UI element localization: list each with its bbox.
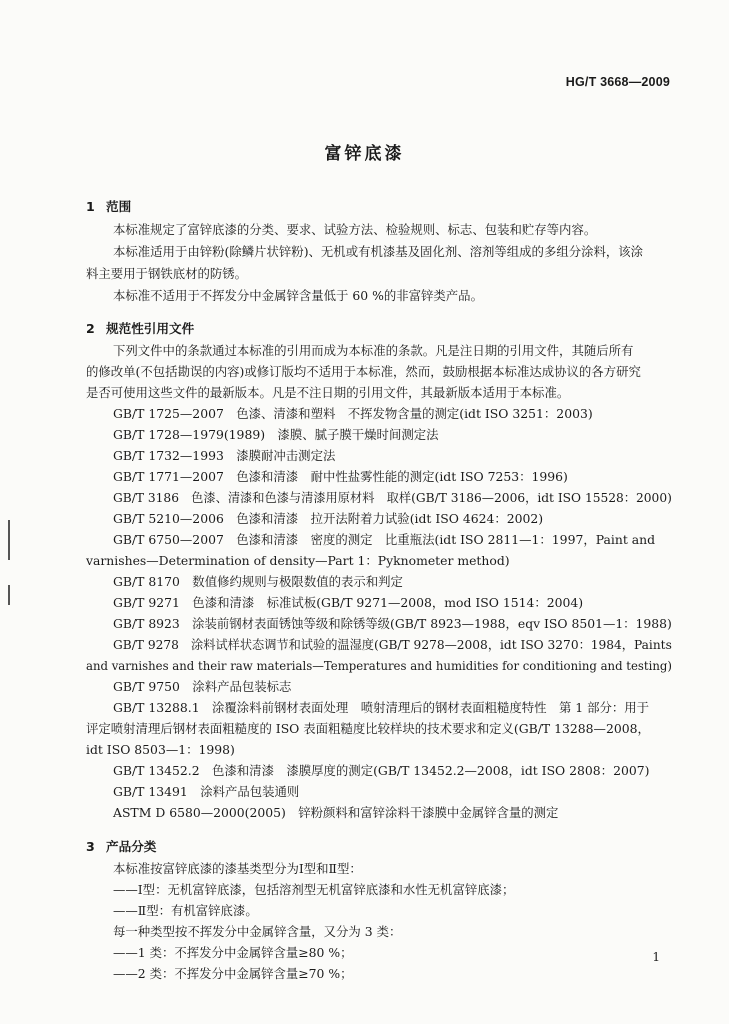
section-number: 2 — [86, 321, 95, 336]
reference-item: GB/T 8170 数值修约规则与极限数值的表示和判定 — [113, 574, 403, 589]
section-heading-normative-references — [86, 318, 194, 337]
list-item: ——2 类：不挥发分中金属锌含量≥70 %； — [113, 966, 353, 981]
list-item: ——Ⅰ型：无机富锌底漆，包括溶剂型无机富锌底漆和水性无机富锌底漆； — [113, 882, 515, 897]
page-title: 富锌底漆 — [324, 144, 405, 164]
scan-edge-mark — [8, 585, 10, 605]
paragraph-line: 本标准规定了富锌底漆的分类、要求、试验方法、检验规则、标志、包装和贮存等内容。 — [113, 222, 597, 237]
paragraph-line: 本标准适用于由锌粉(除鳞片状锌粉)、无机或有机漆基及固化剂、溶剂等组成的多组分涂料，该涂 — [113, 244, 644, 259]
list-item: ——1 类：不挥发分中金属锌含量≥80 %； — [113, 945, 353, 960]
section-title: 规范性引用文件 — [106, 321, 195, 336]
section-number: 3 — [86, 839, 95, 854]
reference-item: GB/T 3186 色漆、清漆和色漆与清漆用原材料 取样(GB/T 3186—2006，idt ISO 15528：2000) — [113, 490, 672, 505]
paragraph-line: 的修改单(不包括勘误的内容)或修订版均不适用于本标准，然而，鼓励根据本标准达成协议的各方研究 — [86, 364, 641, 379]
reference-item: GB/T 13452.2 色漆和清漆 漆膜厚度的测定(GB/T 13452.2—2008，idt ISO 2808：2007) — [113, 763, 650, 778]
list-item: ——Ⅱ型：有机富锌底漆。 — [113, 903, 258, 918]
reference-item: GB/T 9278 涂料试样状态调节和试验的温湿度(GB/T 9278—2008，idt ISO 3270：1984，Paints — [113, 637, 672, 652]
page-number: 1 — [652, 950, 660, 964]
reference-item: ASTM D 6580—2000(2005) 锌粉颜料和富锌涂料干漆膜中金属锌含量的测定 — [113, 805, 559, 820]
section-heading-scope — [86, 196, 131, 215]
section-heading-classification — [86, 836, 156, 855]
section-title: 范围 — [106, 199, 132, 214]
reference-item: GB/T 5210—2006 色漆和清漆 拉开法附着力试验(idt ISO 4624：2002) — [113, 511, 544, 526]
scan-edge-mark — [8, 520, 10, 560]
section-title: 产品分类 — [106, 839, 157, 854]
paragraph-line: 下列文件中的条款通过本标准的引用而成为本标准的条款。凡是注日期的引用文件，其随后所有 — [113, 343, 634, 358]
reference-item-continuation: 评定喷射清理后钢材表面粗糙度的 ISO 表面粗糙度比较样块的技术要求和定义(GB/T 13288—2008， — [86, 721, 650, 736]
reference-item: GB/T 1732—1993 漆膜耐冲击测定法 — [113, 448, 336, 463]
reference-item: GB/T 13491 涂料产品包装通则 — [113, 784, 300, 799]
reference-item: GB/T 1725—2007 色漆、清漆和塑料 不挥发物含量的测定(idt ISO 3251：2003) — [113, 406, 593, 421]
section-number: 1 — [86, 199, 95, 214]
paragraph-line: 本标准不适用于不挥发分中金属锌含量低于 60 %的非富锌类产品。 — [113, 288, 483, 303]
paragraph-line: 是否可使用这些文件的最新版本。凡是不注日期的引用文件，其最新版本适用于本标准。 — [86, 385, 570, 400]
reference-item: GB/T 6750—2007 色漆和清漆 密度的测定 比重瓶法(idt ISO 2811—1：1997，Paint and — [113, 532, 656, 547]
paragraph-line: 料主要用于钢铁底材的防锈。 — [86, 266, 248, 281]
reference-item: GB/T 8923 涂装前钢材表面锈蚀等级和除锈等级(GB/T 8923—1988，eqv ISO 8501—1：1988) — [113, 616, 672, 631]
paragraph-line: 每一种类型按不挥发分中金属锌含量，又分为 3 类： — [113, 924, 402, 939]
reference-item-continuation: idt ISO 8503—1：1998) — [86, 742, 235, 757]
paragraph-line: 本标准按富锌底漆的漆基类型分为Ⅰ型和Ⅱ型： — [113, 861, 362, 876]
reference-item-continuation: varnishes—Determination of density—Part 1：Pyknometer method) — [86, 553, 510, 568]
reference-item: GB/T 9271 色漆和清漆 标准试板(GB/T 9271—2008，mod ISO 1514：2004) — [113, 595, 584, 610]
reference-item: GB/T 9750 涂料产品包装标志 — [113, 679, 292, 694]
standard-code: HG/T 3668—2009 — [565, 75, 670, 89]
reference-item: GB/T 13288.1 涂覆涂料前钢材表面处理 喷射清理后的钢材表面粗糙度特性 第 1 部分：用于 — [113, 700, 650, 715]
reference-item: GB/T 1728—1979(1989) 漆膜、腻子膜干燥时间测定法 — [113, 427, 439, 442]
reference-item-continuation: and varnishes and their raw materials—Temperatures and humidities for conditioning and testing) — [86, 658, 672, 673]
reference-item: GB/T 1771—2007 色漆和清漆 耐中性盐雾性能的测定(idt ISO 7253：1996) — [113, 469, 568, 484]
